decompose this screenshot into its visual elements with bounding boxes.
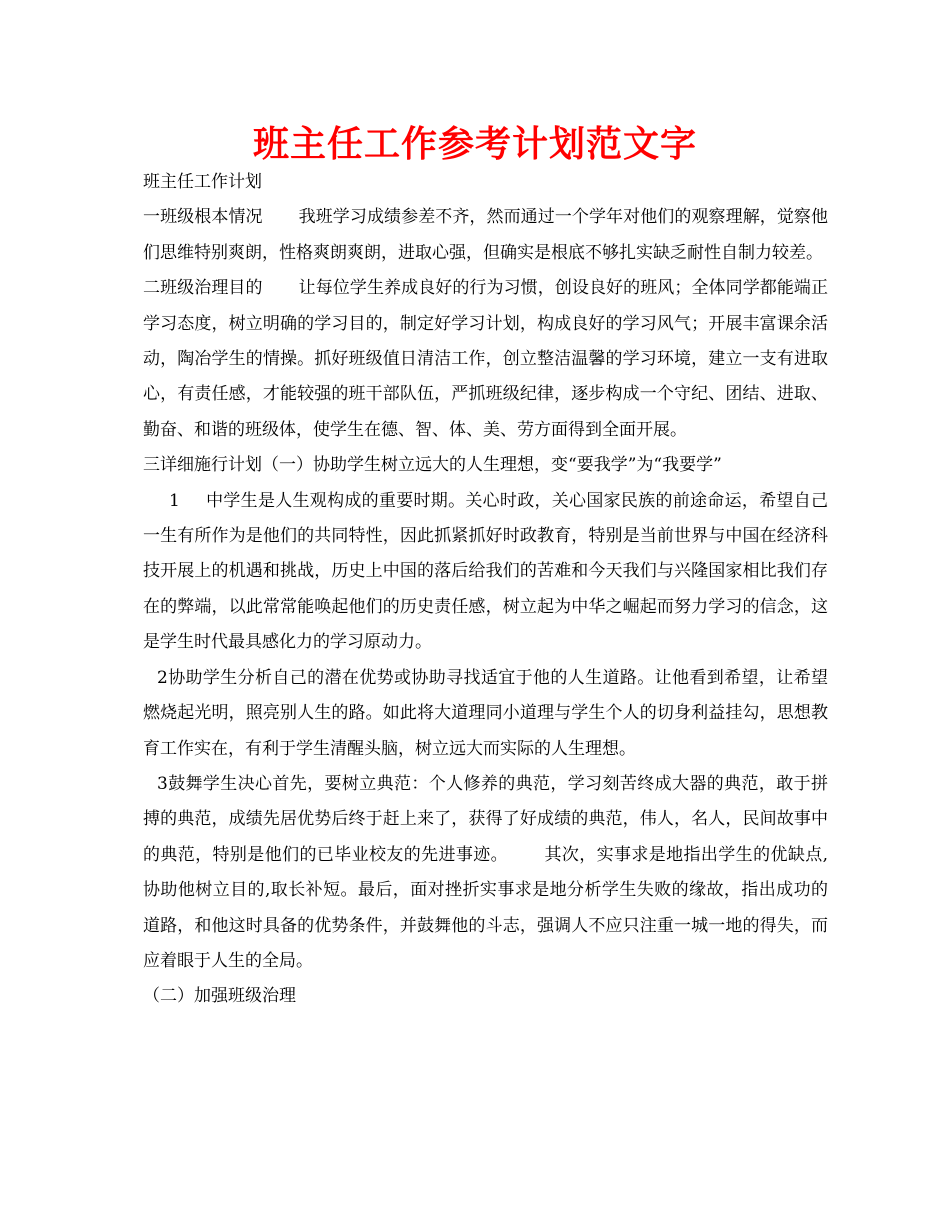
document-body (143, 165, 828, 1015)
section-2-text: 让每位学生养成良好的行为习惯，创设良好的班风；全体同学都能端正学习态度，树立明确的学习目的，制定好学习计划，构成良好的学习风气；开展丰富课余活动，陶冶学生的情操。抓好班级值日清洁工作，创立整洁温馨的学习环境，建立一支有进取心，有责任感，才能较强的班干部队伍，严抓班级纪律，逐步构成一个守纪、团结、进取、勤奋、和谐的班级体，使学生在德、智、体、美、劳方面得到全面开展。 (143, 278, 829, 440)
section-3-heading: 三详细施行计划（一）协助学生树立远大的人生理想，变“要我学”为“我要学” (143, 455, 722, 476)
document-title: 班主任工作参考计划范文字 (252, 124, 697, 165)
item-3 (143, 767, 828, 979)
item-2 (143, 661, 828, 767)
item-1 (143, 484, 828, 661)
document-subtitle: 班主任工作计划 (143, 172, 262, 192)
section-1 (143, 200, 828, 271)
item-3-text-a: 3鼓舞学生决心首先，要树立典范：个人修养的典范，学习刻苦终成大器的典范，敢于拼搏的典范，成绩先居优势后终于赶上来了，获得了好成绩的典范，伟人，名人，民间故事中的典范，特别是他们的已毕业校友的先进事迹。 (143, 773, 828, 865)
item-1-number: 1 (169, 490, 180, 511)
section-2 (143, 271, 828, 448)
item-1-text: 中学生是人生观构成的重要时期。关心时政，关心国家民族的前途命运，希望自己一生有所作为是他们的共同特性，因此抓紧抓好时政教育，特别是当前世界与中国在经济科技开展上的机遇和挑战，历史上中国的落后给我们的苦难和今天我们与兴隆国家相比我们存在的弊端，以此常常能唤起他们的历史责任感，树立起为中华之崛起而努力学习的信念，这是学生时代最具感化力的学习原动力。 (143, 490, 828, 653)
section-1-text: 我班学习成绩参差不齐，然而通过一个学年对他们的观察理解，觉察他们思维特别爽朗，性格爽朗爽朗，进取心强，但确实是根底不够扎实缺乏耐性自制力较差。 (143, 207, 829, 263)
section-1-heading: 一班级根本情况 (143, 207, 263, 228)
item-3-text-b: 其次，实事求是地指出学生的优缺点,协助他树立目的,取长补短。最后，面对挫折实事求是地分析学生失败的缘故，指出成功的道路，和他这时具备的优势条件，并鼓舞他的斗志，强调人不应只注重一城一地的得失，而应着眼于人生的全局。 (143, 844, 829, 971)
section-4-heading: （二）加强班级治理 (143, 986, 296, 1007)
section-2-heading: 二班级治理目的 (143, 278, 263, 299)
item-2-text: 2协助学生分析自己的潜在优势或协助寻找适宜于他的人生道路。让他看到希望，让希望燃烧起光明，照亮别人生的路。如此将大道理同小道理与学生个人的切身利益挂勾，思想教育工作实在，有利于学生清醒头脑，树立远大而实际的人生理想。 (143, 667, 828, 759)
